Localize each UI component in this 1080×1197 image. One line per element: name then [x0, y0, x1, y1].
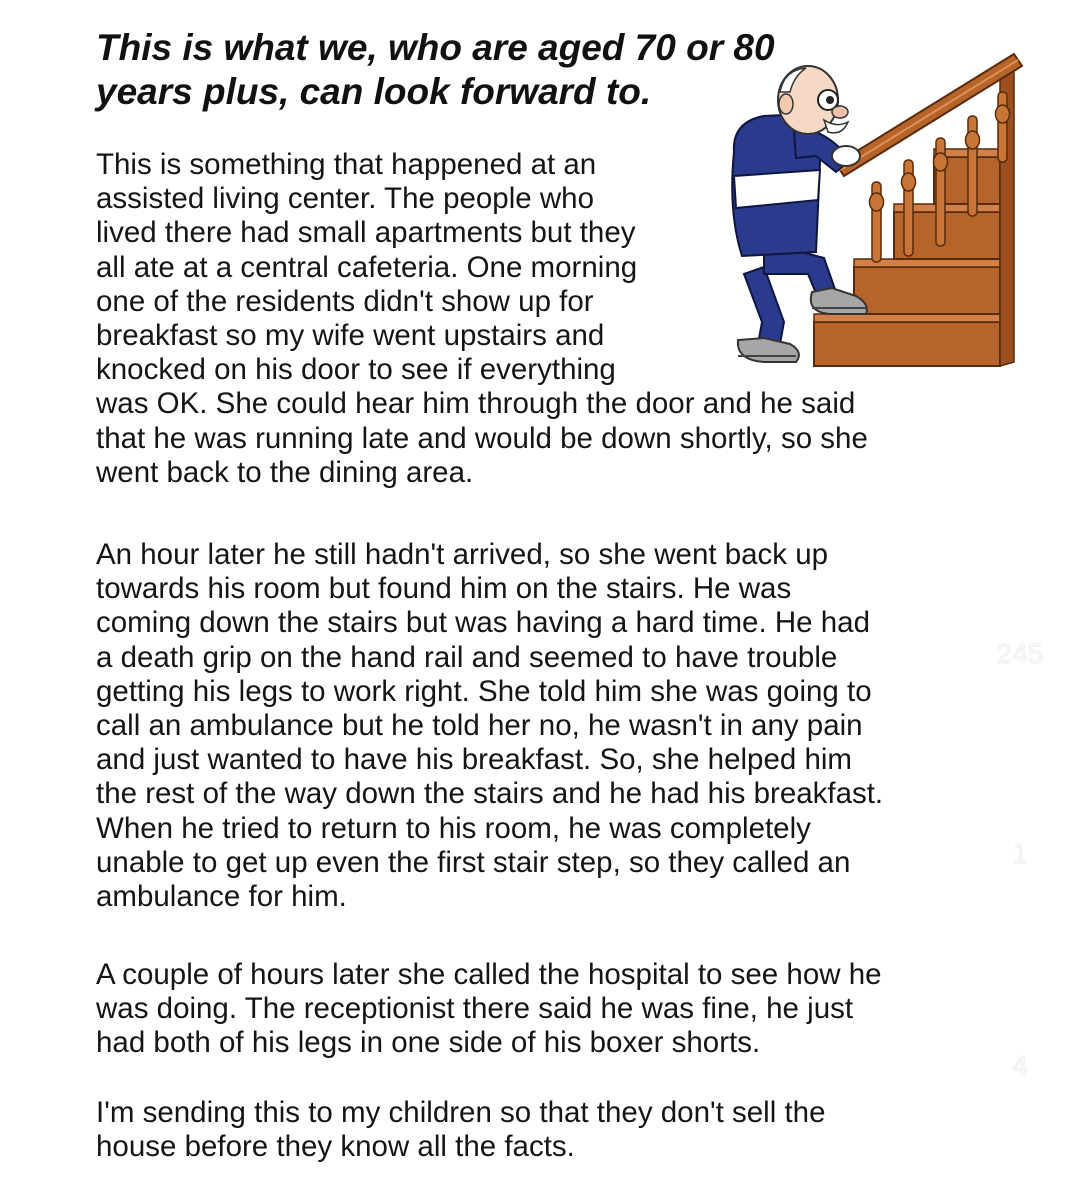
paragraph-4: [96, 1096, 825, 1164]
paragraph-line: ambulance for him.: [96, 880, 347, 914]
paragraph-line: A couple of hours later she called the hospital to see how he: [96, 958, 882, 991]
heart-icon[interactable]: [982, 532, 1058, 598]
paragraph-line: unable to get up even the first stair step, so they called an: [96, 845, 851, 879]
paragraph-2: [96, 538, 883, 914]
paragraph-line: assisted living center. The people who: [96, 182, 594, 216]
old-man-on-stairs-illustration: [724, 52, 1030, 378]
paragraph-line: getting his legs to work right. She told him she was going to: [96, 674, 872, 708]
paragraph-line: that he was running late and would be down shortly, so she: [96, 421, 868, 455]
paragraph-line: one of the residents didn't show up for: [96, 284, 594, 318]
paragraph-line: was OK. She could hear him through the door and he said: [96, 387, 856, 421]
headline-line-2: years plus, can look forward to.: [96, 71, 652, 112]
paragraph-line: went back to the dining area.: [96, 455, 474, 489]
paragraph-line: and just wanted to have his breakfast. So, she helped him: [96, 743, 852, 777]
comment-count: 1: [1012, 838, 1028, 869]
paragraph-3: [96, 958, 882, 1061]
paragraph-line: This is something that happened at an: [96, 148, 597, 181]
paragraph-line: When he tried to return to his room, he was completely: [96, 811, 811, 845]
paragraph-line: house before they know all the facts.: [96, 1130, 575, 1164]
paragraph-line: call an ambulance but he told her no, he wasn't in any pain: [96, 709, 863, 743]
paragraph-line: I'm sending this to my children so that they don't sell the: [96, 1096, 826, 1129]
repost-count: 4: [1012, 1050, 1028, 1081]
paragraph-line: knocked on his door to see if everything: [96, 353, 616, 387]
repost-icon[interactable]: [986, 930, 1052, 996]
paragraph-line: the rest of the way down the stairs and he had his breakfast.: [96, 777, 884, 811]
headline-line-1: This is what we, who are aged 70 or 80: [96, 27, 775, 68]
paragraph-line: a death grip on the hand rail and seemed to have trouble: [96, 640, 838, 674]
paragraph-line: all ate at a central cafeteria. One morning: [96, 250, 638, 284]
paragraph-line: An hour later he still hadn't arrived, so she went back up: [96, 538, 829, 571]
paragraph-line: was doing. The receptionist there said he was fine, he just: [96, 992, 854, 1026]
share-icon[interactable]: [988, 1138, 1054, 1194]
paragraph-line: breakfast so my wife went upstairs and: [96, 319, 605, 353]
paragraph-line: coming down the stairs but was having a hard time. He had: [96, 606, 870, 640]
like-count: 245: [996, 638, 1044, 669]
paragraph-line: towards his room but found him on the stairs. He was: [96, 572, 792, 606]
paragraph-line: had both of his legs in one side of his boxer shorts.: [96, 1026, 761, 1060]
comment-icon[interactable]: [984, 730, 1054, 800]
paragraph-line: lived there had small apartments but they: [96, 216, 636, 250]
